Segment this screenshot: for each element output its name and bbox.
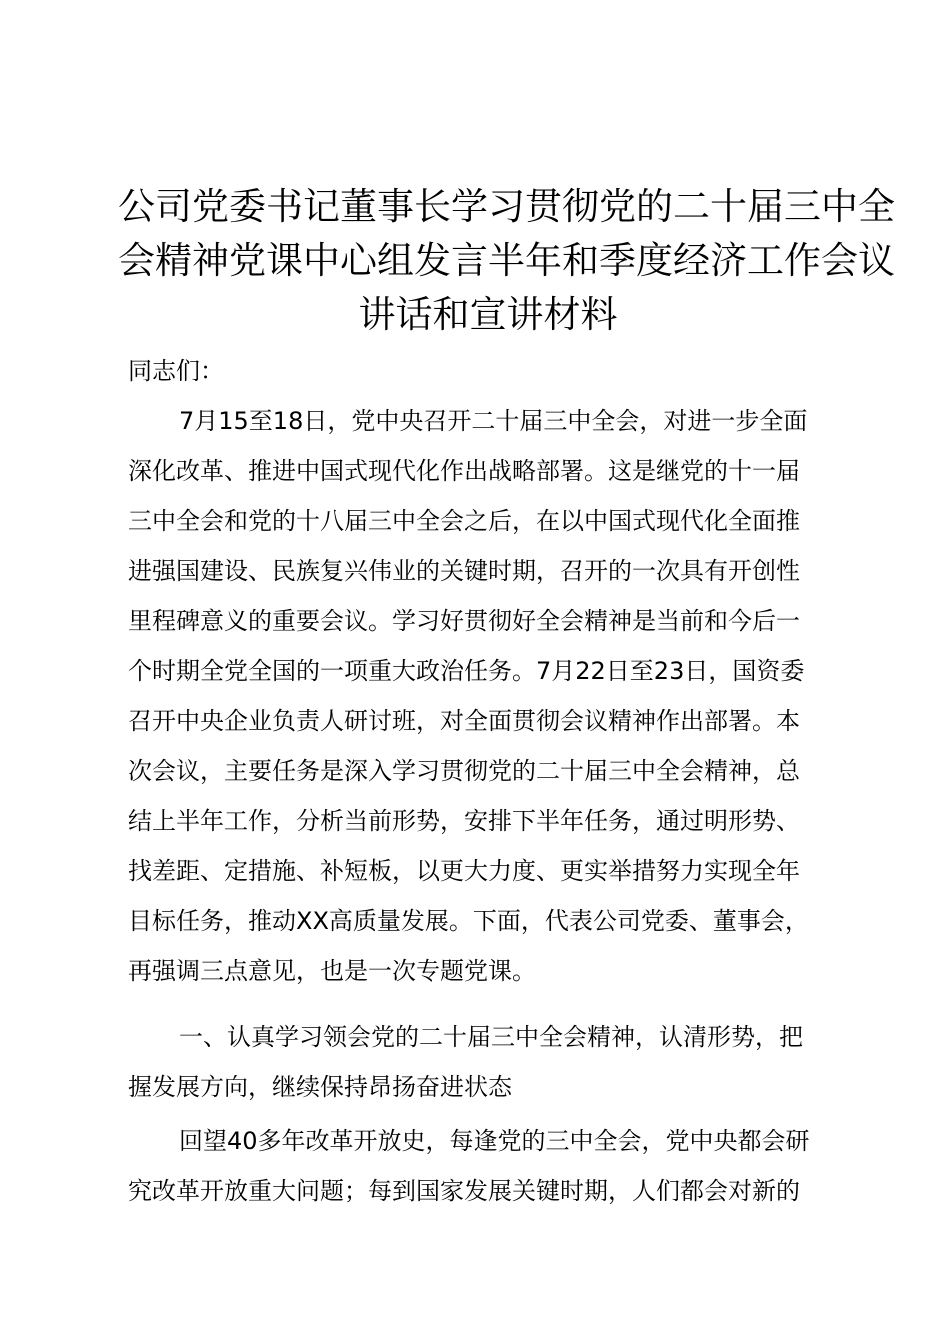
text-line: 进强国建设、民族复兴伟业的关键时期，召开的一次具有开创性 — [128, 557, 800, 585]
text-line: 深化改革、推进中国式现代化作出战略部署。这是继党的十一届 — [128, 457, 800, 485]
text-line: 次会议，主要任务是深入学习贯彻党的二十届三中全会精神，总 — [128, 757, 800, 785]
text-line: 召开中央企业负责人研讨班，对全面贯彻会议精神作出部署。本 — [128, 707, 800, 735]
heading-line: 握发展方向，继续保持昂扬奋进状态 — [128, 1073, 512, 1101]
title-line: 公司党委书记董事长学习贯彻党的二十届三中全 — [118, 185, 895, 228]
document-title — [118, 180, 895, 342]
text-line: 里程碑意义的重要会议。学习好贯彻好全会精神是当前和今后一 — [128, 607, 800, 635]
salutation: 同志们： — [128, 357, 224, 385]
text-line: 再强调三点意见，也是一次专题党课。 — [128, 957, 536, 985]
text-line: 目标任务，推动XX高质量发展。下面，代表公司党委、董事会， — [128, 907, 809, 935]
heading-line: 一、认真学习领会党的二十届三中全会精神，认清形势，把 — [179, 1023, 803, 1051]
text-line: 7月15至18日，党中央召开二十届三中全会，对进一步全面 — [179, 407, 808, 435]
title-line: 会精神党课中心组发言半年和季度经济工作会议 — [118, 239, 895, 282]
section-heading-1 — [128, 1012, 848, 1112]
text-line: 找差距、定措施、补短板，以更大力度、更实举措努力实现全年 — [128, 857, 800, 885]
document-page — [118, 180, 895, 1216]
paragraph-intro — [128, 396, 848, 996]
title-line: 讲话和宣讲材料 — [358, 293, 618, 336]
text-line: 结上半年工作，分析当前形势，安排下半年任务，通过明形势、 — [128, 807, 800, 835]
text-line: 回望40多年改革开放史，每逢党的三中全会，党中央都会研 — [179, 1127, 810, 1155]
text-line: 个时期全党全国的一项重大政治任务。7月22日至23日，国资委 — [128, 657, 805, 685]
paragraph-review — [128, 1116, 848, 1216]
text-line: 究改革开放重大问题；每到国家发展关键时期，人们都会对新的 — [128, 1177, 800, 1205]
text-line: 三中全会和党的十八届三中全会之后，在以中国式现代化全面推 — [128, 507, 800, 535]
